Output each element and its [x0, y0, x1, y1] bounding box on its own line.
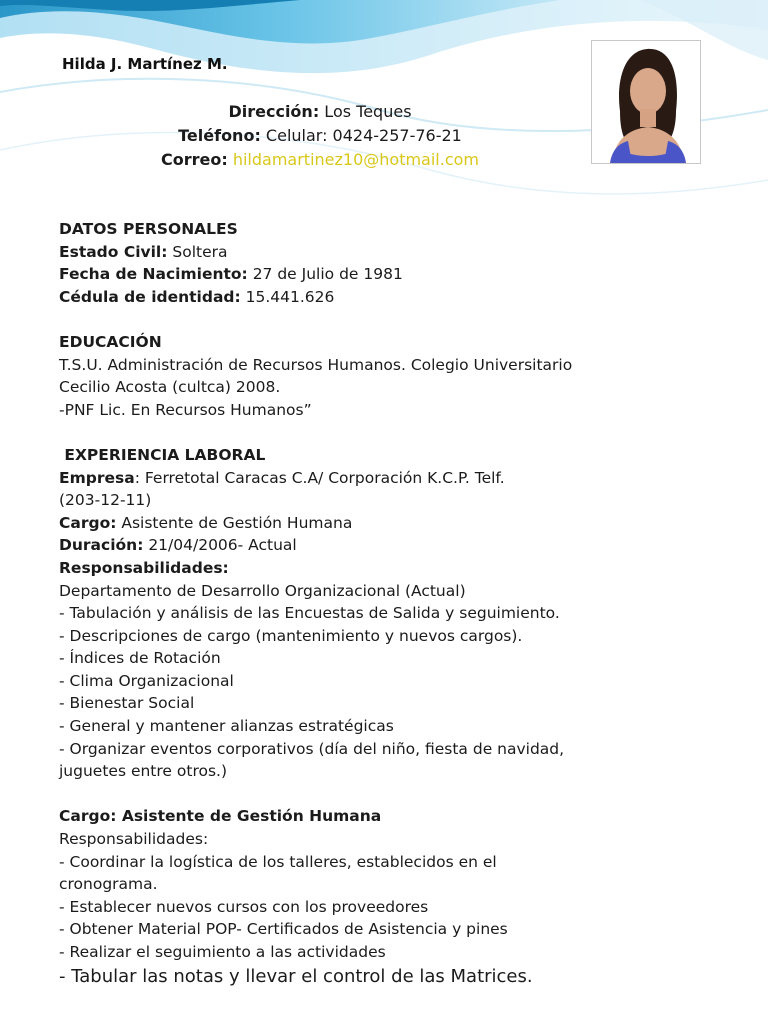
- responsibility2-item: - Establecer nuevos cursos con los proveedores: [59, 897, 429, 916]
- responsibility-item: - Organizar eventos corporativos (día del niño, fiesta de navidad,: [59, 739, 565, 758]
- id-number-value: 15.441.626: [240, 287, 335, 306]
- responsibilities-heading: Responsabilidades:: [59, 558, 229, 577]
- civil-status-label: Estado Civil:: [59, 242, 168, 261]
- responsibility-item: - Índices de Rotación: [59, 649, 221, 668]
- responsibility-item: - Descripciones de cargo (mantenimiento y nuevos cargos).: [59, 626, 523, 645]
- duration-label: Duración:: [59, 536, 144, 555]
- phone-label: Teléfono:: [178, 126, 261, 145]
- candidate-name: Hilda J. Martínez M.: [62, 55, 228, 73]
- company-phone: (203-12-11): [59, 491, 152, 510]
- responsibility-item: - General y mantener alianzas estratégicas: [59, 717, 394, 736]
- email-value[interactable]: hildamartinez10@hotmail.com: [232, 150, 480, 169]
- company: [59, 467, 659, 490]
- phone-value: Celular: 0424-257-76-21: [260, 126, 462, 145]
- birth-date-label: Fecha de Nacimiento:: [59, 265, 248, 284]
- birth-date-value: 27 de Julio de 1981: [247, 265, 403, 284]
- company-label: Empresa: [59, 468, 135, 487]
- duration-value: 21/04/2006- Actual: [143, 536, 297, 555]
- profile-photo: [591, 40, 701, 164]
- email-label: Correo:: [160, 150, 228, 169]
- position-label: Cargo:: [59, 513, 117, 532]
- id-number: [59, 286, 659, 309]
- responsibility-item: Departamento de Desarrollo Organizacional (Actual): [59, 581, 466, 600]
- position2-heading: Cargo: Asistente de Gestión Humana: [59, 807, 382, 826]
- personal-data-heading: DATOS PERSONALES: [59, 220, 238, 238]
- responsibility-item: - Clima Organizacional: [59, 671, 234, 690]
- responsibility2-item: - Realizar el seguimiento a las actividades: [59, 943, 386, 961]
- education-line: -PNF Lic. En Recursos Humanos”: [59, 400, 312, 419]
- duration: [59, 534, 659, 557]
- experience-heading: EXPERIENCIA LABORAL: [59, 445, 266, 464]
- civil-status-value: Soltera: [167, 242, 228, 261]
- responsibility2-item: - Coordinar la logística de los talleres, establecidos en el: [59, 852, 497, 871]
- civil-status: [59, 241, 659, 264]
- education-line: Cecilio Acosta (cultca) 2008.: [59, 378, 281, 397]
- responsibility-item: - Tabulación y análisis de las Encuestas de Salida y seguimiento.: [59, 604, 560, 623]
- phone-line: [60, 124, 580, 148]
- address-line: [60, 100, 580, 124]
- company-value: : Ferretotal Caracas C.A/ Corporación K.C.P. Telf.: [134, 468, 505, 487]
- address-label: Dirección:: [228, 102, 320, 121]
- education-heading: EDUCACIÓN: [59, 332, 162, 351]
- responsibility2-item: - Obtener Material POP- Certificados de Asistencia y pines: [59, 920, 508, 939]
- responsibilities2-label: Responsabilidades:: [59, 830, 209, 849]
- position: [59, 512, 659, 535]
- position-value: Asistente de Gestión Humana: [116, 513, 353, 532]
- responsibility2-item-last: - Tabular las notas y llevar el control de las Matrices.: [59, 965, 533, 987]
- responsibility-item: - Bienestar Social: [59, 694, 195, 713]
- resume-body: [59, 218, 659, 990]
- responsibility-item: juguetes entre otros.): [59, 762, 228, 781]
- address-value: Los Teques: [319, 102, 412, 121]
- birth-date: [59, 263, 659, 286]
- responsibility2-item: cronograma.: [59, 875, 158, 894]
- education-line: T.S.U. Administración de Recursos Humanos. Colegio Universitario: [59, 355, 573, 374]
- id-number-label: Cédula de identidad:: [59, 287, 241, 306]
- email-line: [60, 148, 580, 172]
